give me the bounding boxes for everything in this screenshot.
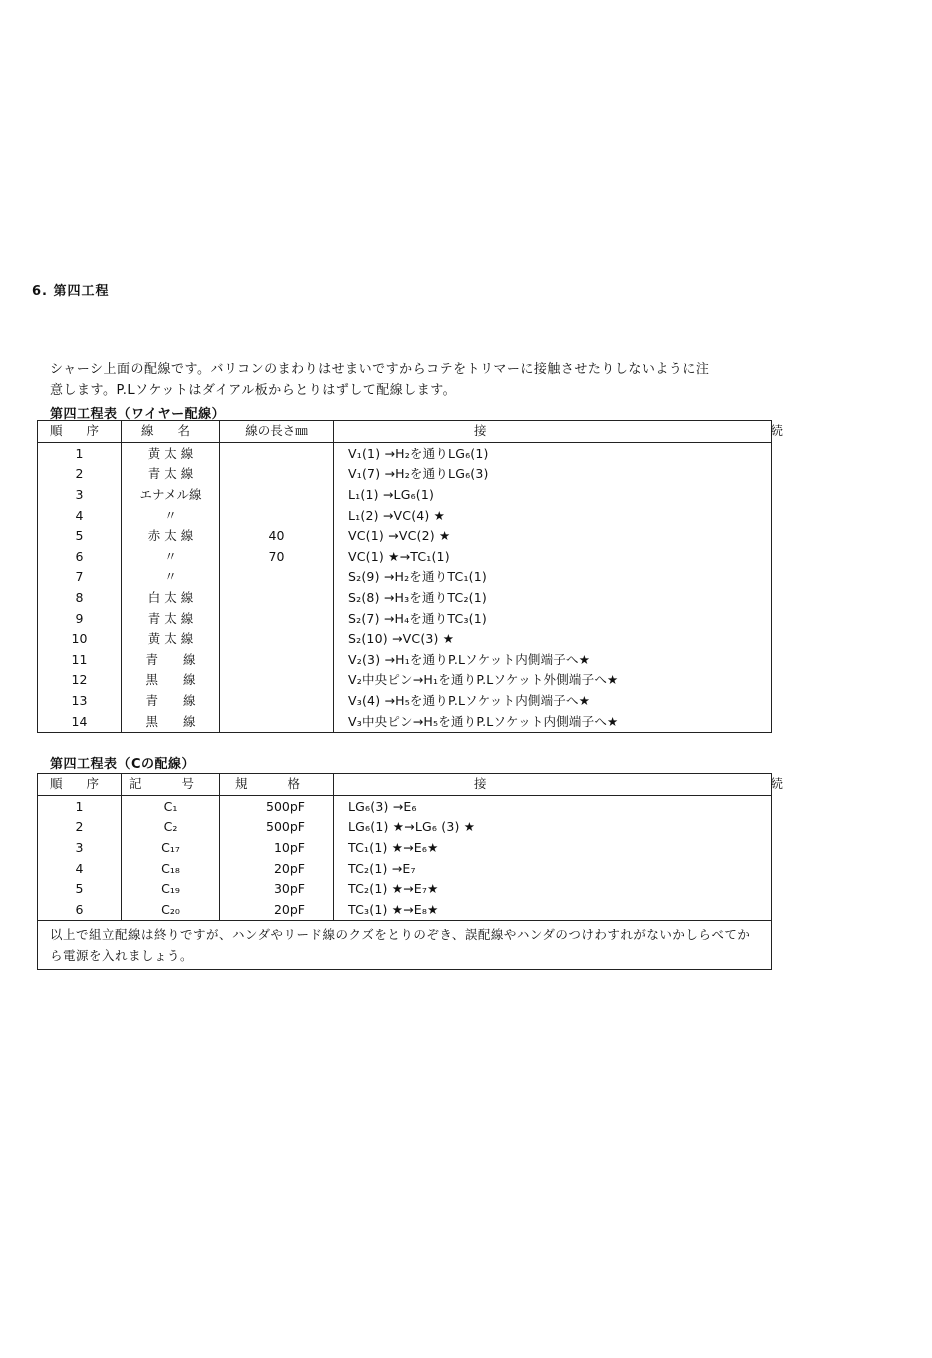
cell-wire-length (220, 691, 334, 712)
cell-symbol: C₂₀ (122, 900, 220, 921)
cell-connection: S₂(8) →H₃を通りTC₂(1) (334, 588, 772, 609)
cell-wire-length: 70 (220, 547, 334, 568)
intro-paragraph (50, 359, 750, 401)
completion-note: 以上で組立配線は終りですが、ハンダやリード線のクズをとりのぞき、誤配線やハンダのつけわすれがないかしらべてから電源を入れましょう。 (38, 921, 772, 970)
cell-order: 6 (38, 900, 122, 921)
cell-wire-length (220, 650, 334, 671)
table-row (38, 795, 772, 817)
note-row (38, 921, 772, 970)
table-row (38, 588, 772, 609)
cell-order: 3 (38, 838, 122, 859)
cell-symbol: C₁₇ (122, 838, 220, 859)
header-wire-length: 線の長さ㎜ (220, 421, 334, 443)
cell-order: 3 (38, 485, 122, 506)
cell-order: 2 (38, 817, 122, 838)
table-row (38, 608, 772, 629)
cell-symbol: C₁₈ (122, 858, 220, 879)
cell-order: 2 (38, 464, 122, 485)
cell-order: 1 (38, 442, 122, 464)
cell-connection: L₁(2) →VC(4) ★ (334, 505, 772, 526)
cell-order: 14 (38, 711, 122, 732)
table-row (38, 858, 772, 879)
cell-connection: TC₂(1) →E₇ (334, 858, 772, 879)
cell-connection: S₂(7) →H₄を通りTC₃(1) (334, 608, 772, 629)
table-row (38, 485, 772, 506)
cell-order: 13 (38, 691, 122, 712)
cell-wire-length (220, 588, 334, 609)
table-row (38, 817, 772, 838)
cell-wire-name: 青 太 線 (122, 464, 220, 485)
cell-order: 4 (38, 505, 122, 526)
table-row (38, 526, 772, 547)
table-row (38, 879, 772, 900)
cell-connection: V₃(4) →H₅を通りP.Lソケット内側端子へ★ (334, 691, 772, 712)
cell-wire-name: 赤 太 線 (122, 526, 220, 547)
table-row (38, 464, 772, 485)
cell-order: 4 (38, 858, 122, 879)
cell-connection: L₁(1) →LG₆(1) (334, 485, 772, 506)
cell-order: 5 (38, 879, 122, 900)
cell-order: 12 (38, 670, 122, 691)
cell-connection: S₂(9) →H₂を通りTC₁(1) (334, 567, 772, 588)
table-row (38, 650, 772, 671)
table-row (38, 567, 772, 588)
cell-connection: LG₆(1) ★→LG₆ (3) ★ (334, 817, 772, 838)
cell-spec: 30pF (220, 879, 334, 900)
cell-symbol: C₁₉ (122, 879, 220, 900)
cell-symbol: C₁ (122, 795, 220, 817)
cell-connection: VC(1) ★→TC₁(1) (334, 547, 772, 568)
header-spec: 規 格 (220, 774, 334, 796)
cell-connection: V₁(1) →H₂を通りLG₆(1) (334, 442, 772, 464)
cell-wire-length (220, 711, 334, 732)
cell-spec: 500pF (220, 817, 334, 838)
cell-wire-length (220, 567, 334, 588)
cell-wire-name: 白 太 線 (122, 588, 220, 609)
cell-order: 1 (38, 795, 122, 817)
section-title: 6. 第四工程 (32, 284, 110, 299)
cell-wire-length (220, 629, 334, 650)
cell-order: 8 (38, 588, 122, 609)
table-row (38, 838, 772, 859)
cell-order: 10 (38, 629, 122, 650)
cell-wire-name: 黄 太 線 (122, 629, 220, 650)
cap-table-header-row (38, 774, 772, 796)
cell-connection: LG₆(3) →E₆ (334, 795, 772, 817)
table-row (38, 900, 772, 921)
header-connection: 接 続 (334, 421, 772, 443)
wire-table-header-row (38, 421, 772, 443)
cell-wire-name: 〃 (122, 567, 220, 588)
cell-wire-name: 黒 線 (122, 711, 220, 732)
table-row (38, 547, 772, 568)
cell-connection: TC₃(1) ★→E₈★ (334, 900, 772, 921)
cell-wire-length (220, 464, 334, 485)
header-wire-name: 線 名 (122, 421, 220, 443)
cell-wire-name: 青 線 (122, 650, 220, 671)
intro-line: 意します。P.Lソケットはダイアル板からとりはずして配線します。 (50, 383, 457, 398)
cell-wire-length (220, 485, 334, 506)
header-order: 順 序 (38, 774, 122, 796)
table-row (38, 442, 772, 464)
wire-table (37, 420, 923, 733)
table-row (38, 670, 772, 691)
cell-connection: V₁(7) →H₂を通りLG₆(3) (334, 464, 772, 485)
cell-order: 11 (38, 650, 122, 671)
cell-connection: V₂(3) →H₁を通りP.Lソケット内側端子へ★ (334, 650, 772, 671)
table-row (38, 691, 772, 712)
cap-table-title: 第四工程表（Cの配線） (50, 757, 196, 772)
cell-wire-name: エナメル線 (122, 485, 220, 506)
table-row (38, 505, 772, 526)
cell-order: 9 (38, 608, 122, 629)
cell-order: 5 (38, 526, 122, 547)
cell-spec: 20pF (220, 858, 334, 879)
cell-spec: 500pF (220, 795, 334, 817)
cell-wire-length (220, 608, 334, 629)
cell-connection: V₂中央ピン→H₁を通りP.Lソケット外側端子へ★ (334, 670, 772, 691)
cell-wire-name: 〃 (122, 547, 220, 568)
cell-wire-name: 黒 線 (122, 670, 220, 691)
header-symbol: 記 号 (122, 774, 220, 796)
cell-connection: TC₁(1) ★→E₆★ (334, 838, 772, 859)
cell-wire-length (220, 670, 334, 691)
cell-wire-length: 40 (220, 526, 334, 547)
wire-table-title: 第四工程表（ワイヤー配線） (50, 407, 226, 422)
cell-wire-name: 黄 太 線 (122, 442, 220, 464)
cell-connection: S₂(10) →VC(3) ★ (334, 629, 772, 650)
cell-symbol: C₂ (122, 817, 220, 838)
table-row (38, 711, 772, 732)
cell-order: 7 (38, 567, 122, 588)
cell-wire-length (220, 442, 334, 464)
cell-wire-name: 青 線 (122, 691, 220, 712)
cap-table (37, 773, 923, 970)
header-connection: 接 続 (334, 774, 772, 796)
cell-spec: 20pF (220, 900, 334, 921)
cell-wire-name: 青 太 線 (122, 608, 220, 629)
cell-wire-name: 〃 (122, 505, 220, 526)
cell-connection: V₃中央ピン→H₅を通りP.Lソケット内側端子へ★ (334, 711, 772, 732)
cell-connection: TC₂(1) ★→E₇★ (334, 879, 772, 900)
cell-order: 6 (38, 547, 122, 568)
cell-connection: VC(1) →VC(2) ★ (334, 526, 772, 547)
table-row (38, 629, 772, 650)
intro-line: シャーシ上面の配線です。バリコンのまわりはせまいですからコテをトリマーに接触させたりしないように注 (50, 362, 710, 377)
header-order: 順 序 (38, 421, 122, 443)
cell-spec: 10pF (220, 838, 334, 859)
cell-wire-length (220, 505, 334, 526)
